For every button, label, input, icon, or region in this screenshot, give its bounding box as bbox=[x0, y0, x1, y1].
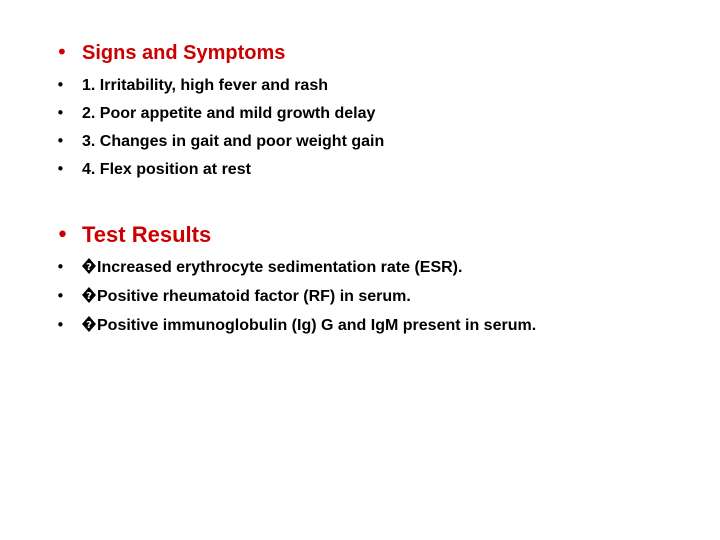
list-item bbox=[56, 132, 384, 151]
list-item-text: 1. Irritability, high fever and rash bbox=[82, 77, 328, 94]
bullet: • bbox=[56, 40, 68, 64]
bullet: • bbox=[56, 160, 65, 178]
bullet: • bbox=[56, 287, 65, 305]
list-item-text bbox=[82, 287, 411, 306]
bullet: • bbox=[56, 258, 65, 276]
list-item-text bbox=[82, 316, 536, 335]
replacement-character-icon bbox=[82, 258, 96, 274]
list-item bbox=[56, 287, 411, 306]
list-item bbox=[56, 76, 328, 95]
list-item-label: Increased erythrocyte sedimentation rate (ESR). bbox=[97, 259, 463, 276]
bullet: • bbox=[56, 76, 65, 94]
section-heading-text: Signs and Symptoms bbox=[82, 42, 286, 64]
replacement-character-icon bbox=[82, 316, 96, 332]
list-item bbox=[56, 104, 375, 123]
bullet: • bbox=[56, 316, 65, 334]
section-heading-text: Test Results bbox=[82, 222, 212, 247]
section-heading-test-results bbox=[56, 222, 211, 248]
svg-text:?: ? bbox=[86, 262, 92, 273]
bullet: • bbox=[56, 104, 65, 122]
list-item-text: 4. Flex position at rest bbox=[82, 161, 251, 178]
bullet: • bbox=[56, 223, 69, 248]
list-item bbox=[56, 160, 251, 179]
bullet: • bbox=[56, 132, 65, 150]
list-item-label: Positive rheumatoid factor (RF) in serum. bbox=[97, 288, 411, 305]
list-item-label: Positive immunoglobulin (Ig) G and IgM present in serum. bbox=[97, 317, 537, 334]
list-item bbox=[56, 258, 462, 277]
list-item-text bbox=[82, 258, 462, 277]
svg-text:?: ? bbox=[86, 320, 92, 331]
svg-text:?: ? bbox=[86, 291, 92, 302]
list-item bbox=[56, 316, 536, 335]
section-heading-signs bbox=[56, 40, 285, 65]
list-item-text: 3. Changes in gait and poor weight gain bbox=[82, 133, 385, 150]
replacement-character-icon bbox=[82, 287, 96, 303]
list-item-text: 2. Poor appetite and mild growth delay bbox=[82, 105, 376, 122]
